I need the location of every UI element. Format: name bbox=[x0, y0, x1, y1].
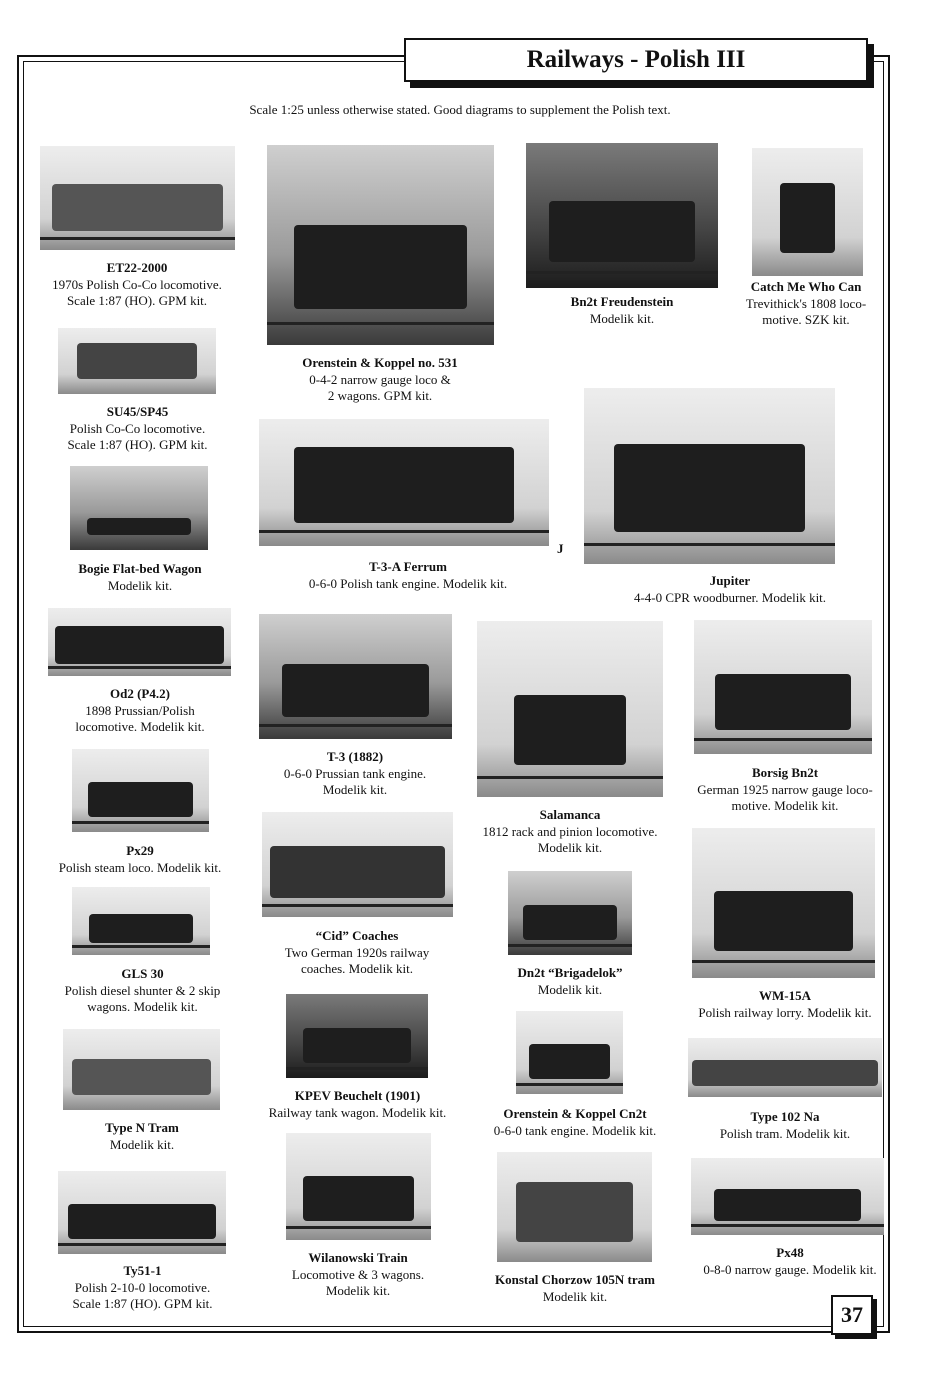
konstal-desc: Modelik kit. bbox=[542, 1288, 608, 1304]
px29-desc: Polish steam loco. Modelik kit. bbox=[58, 859, 222, 875]
cid-coaches-title: “Cid” Coaches bbox=[315, 928, 399, 943]
cid-coaches-caption bbox=[262, 928, 452, 978]
konstal-title: Konstal Chorzow 105N tram bbox=[495, 1272, 655, 1287]
jupiter-title: Jupiter bbox=[709, 573, 751, 588]
type102-caption bbox=[690, 1109, 880, 1142]
su45-title: SU45/SP45 bbox=[106, 404, 169, 419]
et22-caption bbox=[22, 260, 252, 310]
od2-photo bbox=[48, 608, 231, 676]
salamanca-caption bbox=[465, 807, 675, 857]
kpev-caption bbox=[250, 1088, 465, 1121]
ok531-caption bbox=[260, 355, 500, 405]
salamanca-photo bbox=[477, 621, 663, 797]
dn2t-title: Dn2t “Brigadelok” bbox=[517, 965, 623, 980]
bn2t-freudenstein-desc: Modelik kit. bbox=[589, 310, 655, 326]
wm15a-desc: Polish railway lorry. Modelik kit. bbox=[698, 1004, 872, 1020]
type-n-tram-title: Type N Tram bbox=[105, 1120, 179, 1135]
gls30-caption bbox=[35, 966, 250, 1016]
ty51-caption bbox=[30, 1263, 255, 1313]
su45-desc-2: Scale 1:87 (HO). GPM kit. bbox=[67, 437, 208, 452]
type-n-tram-desc: Modelik kit. bbox=[109, 1136, 175, 1152]
t3a-ferrum-caption bbox=[268, 559, 548, 592]
px48-photo bbox=[691, 1158, 884, 1235]
gls30-desc-1: Polish diesel shunter & 2 skip bbox=[64, 982, 221, 998]
wilanowski-title: Wilanowski Train bbox=[308, 1250, 408, 1265]
et22-desc-1: 1970s Polish Co-Co locomotive. bbox=[52, 276, 222, 292]
type-n-tram-photo bbox=[63, 1029, 220, 1110]
kpev-title: KPEV Beuchelt (1901) bbox=[294, 1088, 421, 1103]
page-title: Railways - Polish III bbox=[404, 38, 868, 82]
ok-cn2t-desc: 0-6-0 tank engine. Modelik kit. bbox=[493, 1122, 657, 1138]
ok531-title: Orenstein & Koppel no. 531 bbox=[302, 355, 458, 370]
ty51-title: Ty51-1 bbox=[123, 1263, 162, 1278]
wm15a-title: WM-15A bbox=[759, 988, 811, 1003]
dn2t-caption bbox=[480, 965, 660, 998]
flatbed-wagon-title: Bogie Flat-bed Wagon bbox=[78, 561, 202, 576]
et22-photo bbox=[40, 146, 235, 250]
ok531-desc-1: 0-4-2 narrow gauge loco & bbox=[309, 371, 451, 387]
konstal-photo bbox=[497, 1152, 652, 1262]
page-number: 37 bbox=[831, 1295, 873, 1335]
stray-mark: J bbox=[557, 541, 564, 556]
t3-1882-desc-1: 0-6-0 Prussian tank engine. bbox=[283, 765, 427, 781]
kpev-photo bbox=[286, 994, 428, 1078]
catch-me-who-can-desc-1: Trevithick's 1808 loco- bbox=[745, 295, 867, 311]
konstal-caption bbox=[470, 1272, 680, 1305]
wilanowski-desc-1: Locomotive & 3 wagons. bbox=[291, 1266, 425, 1282]
px48-desc: 0-8-0 narrow gauge. Modelik kit. bbox=[703, 1261, 877, 1277]
su45-photo bbox=[58, 328, 216, 394]
borsig-desc-1: German 1925 narrow gauge loco- bbox=[697, 781, 873, 797]
catch-me-who-can-title: Catch Me Who Can bbox=[750, 279, 862, 294]
jupiter-desc: 4-4-0 CPR woodburner. Modelik kit. bbox=[633, 589, 827, 605]
type102-photo bbox=[688, 1038, 882, 1097]
cid-coaches-desc-2: coaches. Modelik kit. bbox=[301, 961, 413, 976]
od2-title: Od2 (P4.2) bbox=[110, 686, 170, 701]
ty51-desc-1: Polish 2-10-0 locomotive. bbox=[74, 1279, 211, 1295]
kpev-desc: Railway tank wagon. Modelik kit. bbox=[268, 1104, 447, 1120]
od2-desc-1: 1898 Prussian/Polish bbox=[85, 702, 195, 718]
cid-coaches-desc-1: Two German 1920s railway bbox=[284, 944, 430, 960]
flatbed-wagon-caption bbox=[40, 561, 240, 594]
su45-caption bbox=[30, 404, 245, 454]
catch-me-who-can-desc-2: motive. SZK kit. bbox=[762, 312, 850, 327]
borsig-title: Borsig Bn2t bbox=[751, 765, 819, 780]
salamanca-title: Salamanca bbox=[539, 807, 601, 822]
px29-caption bbox=[35, 843, 245, 876]
dn2t-desc: Modelik kit. bbox=[537, 981, 603, 997]
et22-title: ET22-2000 bbox=[106, 260, 168, 275]
borsig-caption bbox=[680, 765, 890, 815]
gls30-photo bbox=[72, 887, 210, 955]
type-n-tram-caption bbox=[52, 1120, 232, 1153]
wilanowski-desc-2: Modelik kit. bbox=[325, 1283, 391, 1298]
px48-caption bbox=[686, 1245, 894, 1278]
ty51-photo bbox=[58, 1171, 226, 1254]
borsig-photo bbox=[694, 620, 872, 754]
t3-1882-desc-2: Modelik kit. bbox=[322, 782, 388, 797]
page-subtitle: Scale 1:25 unless otherwise stated. Good diagrams to supplement the Polish text. bbox=[249, 102, 671, 117]
px29-title: Px29 bbox=[126, 843, 154, 858]
catch-me-who-can-photo bbox=[752, 148, 863, 276]
borsig-desc-2: motive. Modelik kit. bbox=[731, 798, 839, 813]
od2-desc-2: locomotive. Modelik kit. bbox=[75, 719, 205, 734]
bn2t-freudenstein-caption bbox=[522, 294, 722, 327]
et22-desc-2: Scale 1:87 (HO). GPM kit. bbox=[66, 293, 208, 308]
jupiter-caption bbox=[600, 573, 860, 606]
ok531-desc-2: 2 wagons. GPM kit. bbox=[327, 388, 433, 403]
t3-1882-title: T-3 (1882) bbox=[326, 749, 384, 764]
wilanowski-photo bbox=[286, 1133, 431, 1240]
flatbed-wagon-photo bbox=[70, 466, 208, 550]
type102-title: Type 102 Na bbox=[750, 1109, 820, 1124]
salamanca-desc-2: Modelik kit. bbox=[537, 840, 603, 855]
wilanowski-caption bbox=[268, 1250, 448, 1300]
gls30-desc-2: wagons. Modelik kit. bbox=[87, 999, 198, 1014]
ty51-desc-2: Scale 1:87 (HO). GPM kit. bbox=[72, 1296, 213, 1311]
catch-me-who-can-caption bbox=[722, 279, 890, 329]
bn2t-freudenstein-photo bbox=[526, 143, 718, 288]
salamanca-desc-1: 1812 rack and pinion locomotive. bbox=[482, 823, 658, 839]
t3a-ferrum-title: T-3-A Ferrum bbox=[369, 559, 447, 574]
ok-cn2t-caption bbox=[470, 1106, 680, 1139]
t3a-ferrum-desc: 0-6-0 Polish tank engine. Modelik kit. bbox=[308, 575, 508, 591]
ok-cn2t-title: Orenstein & Koppel Cn2t bbox=[503, 1106, 647, 1121]
ok531-photo bbox=[267, 145, 494, 345]
od2-caption bbox=[40, 686, 240, 736]
bn2t-freudenstein-title: Bn2t Freudenstein bbox=[570, 294, 674, 309]
t3a-ferrum-photo bbox=[259, 419, 549, 546]
gls30-title: GLS 30 bbox=[121, 966, 164, 981]
flatbed-wagon-desc: Modelik kit. bbox=[107, 577, 173, 593]
su45-desc-1: Polish Co-Co locomotive. bbox=[69, 420, 206, 436]
jupiter-photo bbox=[584, 388, 835, 564]
t3-1882-caption bbox=[255, 749, 455, 799]
type102-desc: Polish tram. Modelik kit. bbox=[719, 1125, 851, 1141]
wm15a-photo bbox=[692, 828, 875, 978]
ok-cn2t-photo bbox=[516, 1011, 623, 1094]
px48-title: Px48 bbox=[776, 1245, 804, 1260]
dn2t-photo bbox=[508, 871, 632, 955]
wm15a-caption bbox=[680, 988, 890, 1021]
t3-1882-photo bbox=[259, 614, 452, 739]
cid-coaches-photo bbox=[262, 812, 453, 917]
px29-photo bbox=[72, 749, 209, 832]
